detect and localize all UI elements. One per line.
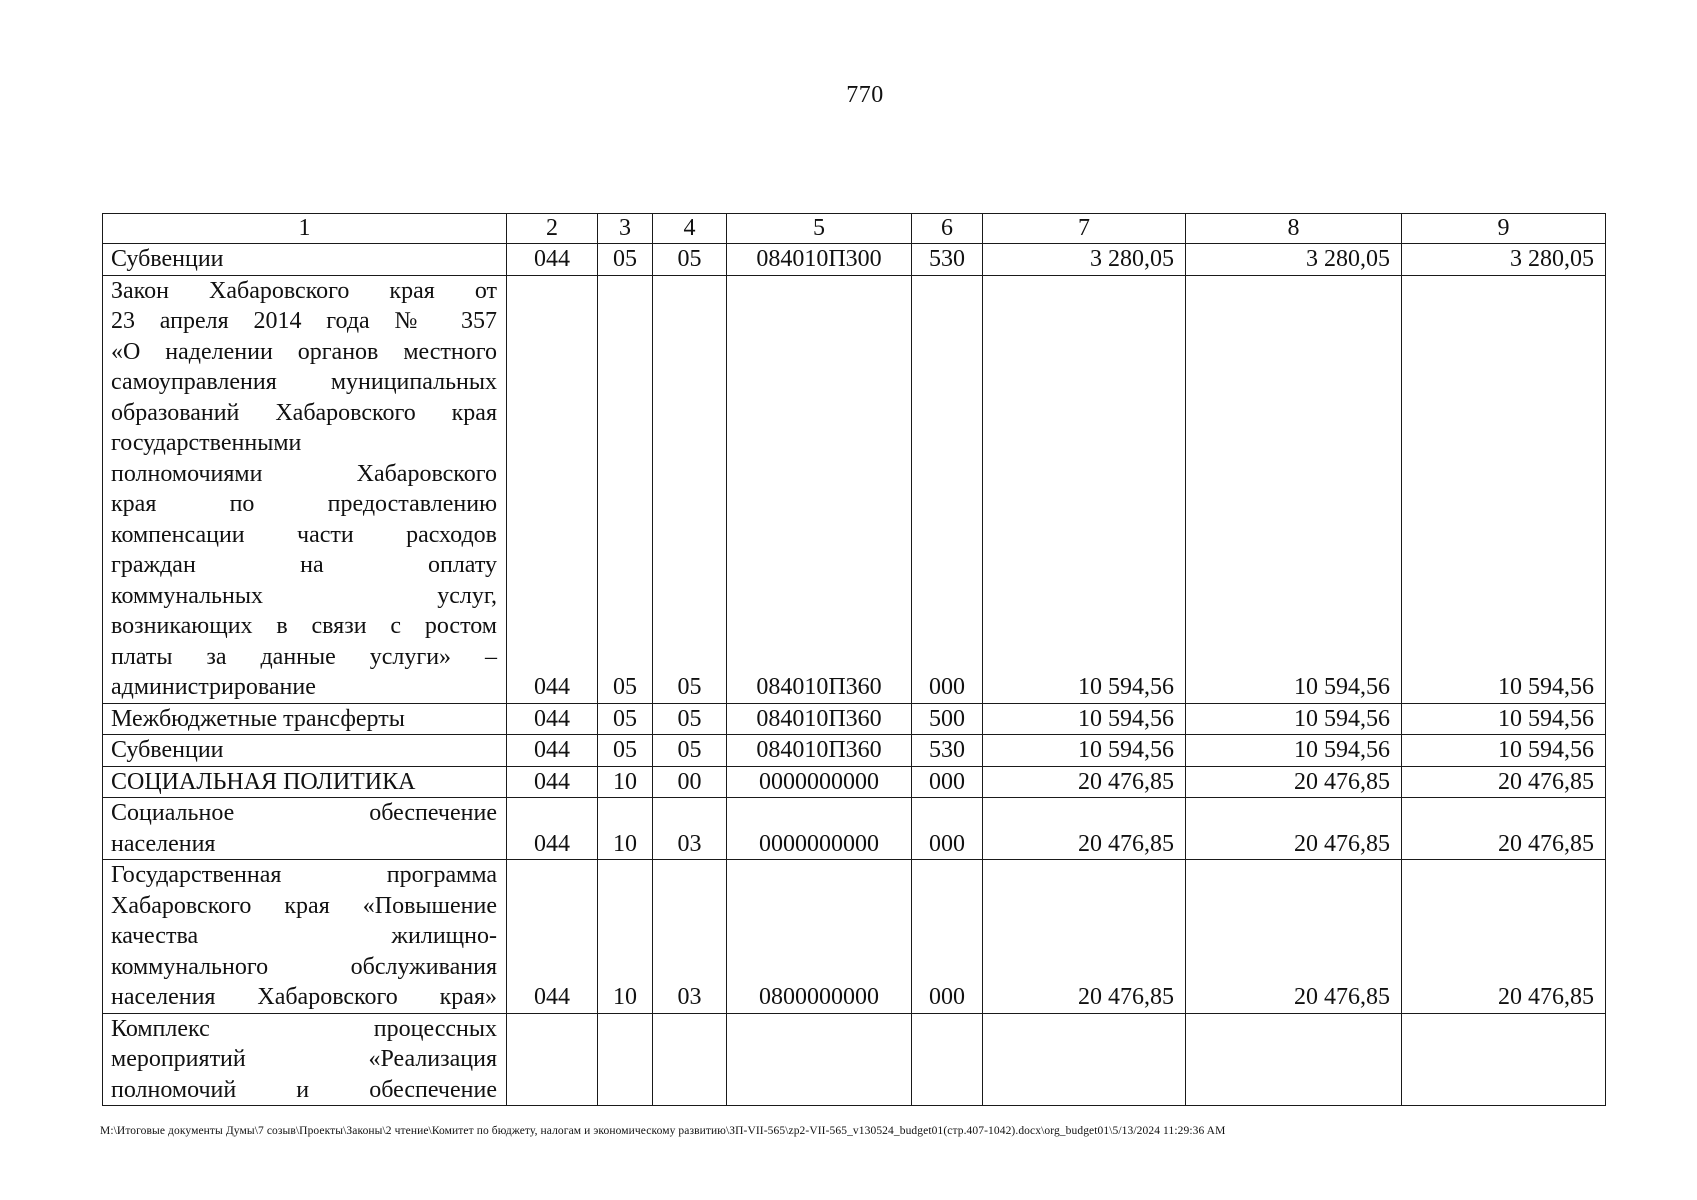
row-name-line: платы за данные услуги» – (111, 643, 497, 670)
subsection-code-cell: 00 (653, 766, 727, 798)
amount-cell-7: 10 594,56 (983, 703, 1186, 735)
row-name-line: СОЦИАЛЬНАЯ ПОЛИТИКА (111, 768, 416, 795)
amount-cell-9: 3 280,05 (1402, 244, 1606, 276)
amount-cell-7: 3 280,05 (983, 244, 1186, 276)
admin-code-cell: 044 (507, 860, 598, 1014)
admin-code-cell: 044 (507, 766, 598, 798)
row-name-line: возникающих в связи с ростом (111, 613, 497, 639)
row-name-line: «О наделении органов местного (111, 338, 497, 365)
amount-cell-8: 10 594,56 (1186, 735, 1402, 767)
target-article-cell: 0800000000 (727, 860, 912, 1014)
row-name-cell (103, 275, 507, 703)
admin-code-cell (507, 1013, 598, 1106)
header-cell-6: 6 (912, 214, 983, 244)
row-name-line: Межбюджетные трансферты (111, 705, 405, 732)
row-name-line: коммунального обслуживания (111, 953, 497, 980)
admin-code-cell: 044 (507, 275, 598, 703)
row-name-line: полномочий и обеспечение (111, 1076, 497, 1103)
amount-cell-7: 10 594,56 (983, 735, 1186, 767)
expense-type-cell: 000 (912, 766, 983, 798)
row-name-cell (103, 860, 507, 1014)
header-cell-4: 4 (653, 214, 727, 244)
row-name-line: Хабаровского края «Повышение (111, 892, 497, 919)
row-name-cell (103, 798, 507, 860)
row-name-line: коммунальных услуг, (111, 582, 497, 609)
amount-cell-7: 20 476,85 (983, 798, 1186, 860)
section-code-cell: 10 (598, 860, 653, 1014)
row-name-cell (103, 703, 507, 735)
table-header-row (103, 214, 1606, 244)
amount-cell-9 (1402, 1013, 1606, 1106)
row-name-line: населения (111, 830, 216, 857)
row-name-line: Закон Хабаровского края от (111, 277, 497, 304)
amount-cell-8: 20 476,85 (1186, 798, 1402, 860)
section-code-cell: 05 (598, 275, 653, 703)
row-name-line: граждан на оплату (111, 552, 497, 578)
amount-cell-7: 20 476,85 (983, 766, 1186, 798)
subsection-code-cell: 05 (653, 244, 727, 276)
target-article-cell: 084010П300 (727, 244, 912, 276)
expense-type-cell: 000 (912, 275, 983, 703)
document-file-path: M:\Итоговые документы Думы\7 созыв\Проекты\Законы\2 чтение\Комитет по бюджету, налогам и экономическому развитию\ЗП-VII-565\zp2-VII-565_v130524_budget01(стр.407-1042).docx\org_budget01\5/13/2024 11:29:36 AM (100, 1125, 1226, 1137)
amount-cell-8 (1186, 1013, 1402, 1106)
subsection-code-cell: 03 (653, 798, 727, 860)
subsection-code-cell: 05 (653, 703, 727, 735)
row-name-cell (103, 244, 507, 276)
row-name-line: Государственная программа (111, 862, 497, 888)
amount-cell-8: 10 594,56 (1186, 275, 1402, 703)
amount-cell-8: 20 476,85 (1186, 860, 1402, 1014)
amount-cell-9: 10 594,56 (1402, 735, 1606, 767)
row-name-line: Комплекс процессных (111, 1015, 497, 1042)
row-name-line: населения Хабаровского края» (111, 984, 497, 1010)
subsection-code-cell (653, 1013, 727, 1106)
budget-table (102, 213, 1606, 1106)
amount-cell-7: 10 594,56 (983, 275, 1186, 703)
target-article-cell: 084010П360 (727, 735, 912, 767)
target-article-cell (727, 1013, 912, 1106)
row-name-cell (103, 766, 507, 798)
table-row (103, 703, 1606, 735)
row-name-line: Социальное обеспечение (111, 800, 497, 826)
header-cell-8: 8 (1186, 214, 1402, 244)
amount-cell-9: 20 476,85 (1402, 766, 1606, 798)
amount-cell-8: 3 280,05 (1186, 244, 1402, 276)
table-row (103, 275, 1606, 703)
table-row (103, 798, 1606, 860)
section-code-cell: 05 (598, 735, 653, 767)
table-row (103, 860, 1606, 1014)
admin-code-cell: 044 (507, 244, 598, 276)
row-name-line: 23 апреля 2014 года № 357 (111, 308, 497, 334)
amount-cell-9: 20 476,85 (1402, 798, 1606, 860)
target-article-cell: 0000000000 (727, 766, 912, 798)
header-cell-2: 2 (507, 214, 598, 244)
row-name-line: полномочиями Хабаровского (111, 460, 497, 487)
subsection-code-cell: 05 (653, 735, 727, 767)
row-name-line: компенсации части расходов (111, 521, 497, 548)
row-name-line: образований Хабаровского края (111, 399, 497, 426)
row-name-line: самоуправления муниципальных (111, 369, 497, 395)
section-code-cell: 10 (598, 766, 653, 798)
amount-cell-7 (983, 1013, 1186, 1106)
row-name-line: государственными (111, 430, 302, 456)
target-article-cell: 084010П360 (727, 703, 912, 735)
header-cell-7: 7 (983, 214, 1186, 244)
target-article-cell: 084010П360 (727, 275, 912, 703)
admin-code-cell: 044 (507, 703, 598, 735)
header-cell-9: 9 (1402, 214, 1606, 244)
section-code-cell: 05 (598, 703, 653, 735)
section-code-cell (598, 1013, 653, 1106)
header-cell-1: 1 (103, 214, 507, 244)
expense-type-cell: 000 (912, 798, 983, 860)
section-code-cell: 10 (598, 798, 653, 860)
amount-cell-8: 10 594,56 (1186, 703, 1402, 735)
amount-cell-9: 10 594,56 (1402, 703, 1606, 735)
expense-type-cell: 530 (912, 735, 983, 767)
subsection-code-cell: 03 (653, 860, 727, 1014)
header-cell-3: 3 (598, 214, 653, 244)
table-row (103, 735, 1606, 767)
table-row (103, 1013, 1606, 1106)
row-name-line: мероприятий «Реализация (111, 1046, 497, 1072)
row-name-line: Субвенции (111, 737, 224, 763)
amount-cell-8: 20 476,85 (1186, 766, 1402, 798)
row-name-cell (103, 735, 507, 767)
row-name-line: качества жилищно- (111, 923, 497, 949)
section-code-cell: 05 (598, 244, 653, 276)
expense-type-cell (912, 1013, 983, 1106)
header-cell-5: 5 (727, 214, 912, 244)
subsection-code-cell: 05 (653, 275, 727, 703)
row-name-cell (103, 1013, 507, 1106)
amount-cell-9: 20 476,85 (1402, 860, 1606, 1014)
row-name-line: края по предоставлению (111, 491, 497, 517)
expense-type-cell: 530 (912, 244, 983, 276)
page-number: 770 (846, 82, 884, 108)
admin-code-cell: 044 (507, 735, 598, 767)
row-name-line: администрирование (111, 674, 316, 700)
amount-cell-7: 20 476,85 (983, 860, 1186, 1014)
admin-code-cell: 044 (507, 798, 598, 860)
expense-type-cell: 000 (912, 860, 983, 1014)
target-article-cell: 0000000000 (727, 798, 912, 860)
amount-cell-9: 10 594,56 (1402, 275, 1606, 703)
table-body (103, 214, 1606, 1106)
table-row (103, 244, 1606, 276)
table-row (103, 766, 1606, 798)
row-name-line: Субвенции (111, 246, 224, 272)
expense-type-cell: 500 (912, 703, 983, 735)
